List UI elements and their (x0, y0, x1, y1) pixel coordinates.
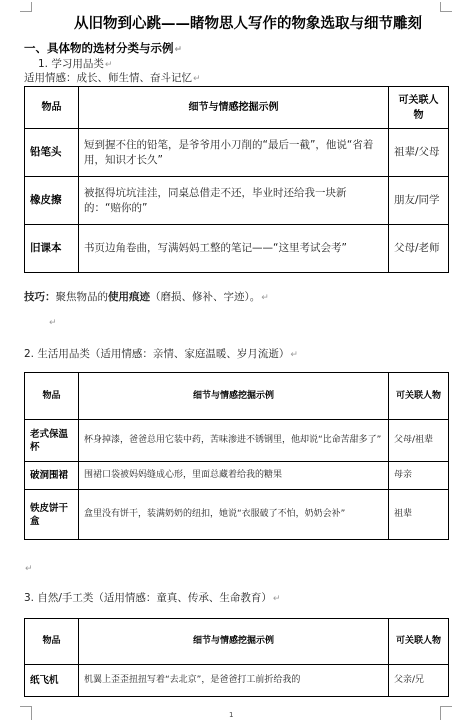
tip-line (24, 289, 269, 304)
table-row (25, 665, 449, 697)
table-row (25, 490, 449, 540)
empty-paragraph (48, 316, 57, 328)
detail-cell: 被抠得坑坑洼洼，同桌总借走不还，毕业时还给我一块新的：“赔你的” (79, 177, 389, 225)
crop-mark-bottom-left (20, 706, 32, 720)
subsection-heading-3: 3. 自然/手工类（适用情感：童真、传承、生命教育）↵ (24, 592, 281, 604)
item-cell: 铁皮饼干盒 (25, 490, 79, 540)
table-header-row (25, 619, 449, 665)
crop-mark-top-right (440, 2, 452, 12)
table-header-row (25, 373, 449, 420)
header-cell: 细节与情感挖掘示例 (79, 87, 389, 129)
subsection-heading-2: 2. 生活用品类（适用情感：亲情、家庭温暖、岁月流逝）↵ (24, 348, 298, 360)
table-row (25, 177, 449, 225)
header-cell: 细节与情感挖掘示例 (79, 373, 389, 420)
crop-mark-bottom-right (440, 706, 452, 720)
detail-cell: 短到握不住的铅笔，是爷爷用小刀削的“最后一截”，他说“省着用，知识才长久” (79, 129, 389, 177)
header-cell: 可关联人物 (389, 619, 449, 665)
table-row (25, 225, 449, 273)
relation-cell: 祖辈/父母 (389, 129, 449, 177)
paragraph-mark: ↵ (290, 350, 298, 360)
header-cell: 物品 (25, 373, 79, 420)
paragraph-mark: ↵ (49, 318, 57, 328)
relation-cell: 祖辈 (389, 490, 449, 540)
detail-cell: 盒里没有饼干，装满奶奶的纽扣，她说“衣服破了不怕，奶奶会补” (79, 490, 389, 540)
detail-cell: 围裙口袋被妈妈缝成心形，里面总藏着给我的糖果 (79, 462, 389, 490)
paragraph-mark: ↵ (272, 594, 281, 604)
detail-cell: 书页边角卷曲，写满妈妈工整的笔记——“这里考试会考” (79, 225, 389, 273)
relation-cell: 朋友/同学 (389, 177, 449, 225)
relation-cell: 父亲/兄 (389, 665, 449, 697)
detail-cell: 杯身掉漆，爸爸总用它装中药，苦味渗进不锈钢里，他却说“比命苦甜多了” (79, 420, 389, 462)
table-header-row (25, 87, 449, 129)
paragraph-mark: ↵ (104, 60, 113, 70)
item-cell: 纸飞机 (25, 665, 79, 697)
header-cell: 物品 (25, 619, 79, 665)
section-heading: 一、具体物的选材分类与示例↵ (24, 41, 183, 55)
header-cell: 细节与情感挖掘示例 (79, 619, 389, 665)
paragraph-mark: ↵ (261, 293, 269, 303)
paragraph-mark: ↵ (193, 74, 201, 84)
header-cell: 可关联人物 (389, 373, 449, 420)
subsection-heading-1: 1. 学习用品类↵ (38, 58, 113, 70)
tip-rest: （磨损、修补、字迹）。 (150, 291, 261, 303)
item-cell: 旧课本 (25, 225, 79, 273)
item-cell: 铅笔头 (25, 129, 79, 177)
emotion-line-1: 适用情感：成长、师生情、奋斗记忆↵ (24, 72, 201, 84)
tip-emphasis: 使用痕迹 (108, 291, 150, 303)
item-cell: 橡皮擦 (25, 177, 79, 225)
item-cell: 老式保温杯 (25, 420, 79, 462)
header-cell: 可关联人物 (389, 87, 449, 129)
empty-paragraph (24, 562, 33, 574)
table-row (25, 129, 449, 177)
tip-text: 聚焦物品的 (55, 291, 108, 303)
daily-items-table (24, 372, 449, 540)
item-cell: 破洞围裙 (25, 462, 79, 490)
detail-cell: 机翼上歪歪扭扭写着“去北京”，是爸爸打工前折给我的 (79, 665, 389, 697)
document-title: 从旧物到心跳——睹物思人写作的物象选取与细节雕刻 (74, 15, 422, 32)
relation-cell: 父母/祖辈 (389, 420, 449, 462)
table-row (25, 420, 449, 462)
nature-craft-table (24, 618, 449, 697)
header-cell: 物品 (25, 87, 79, 129)
relation-cell: 母亲 (389, 462, 449, 490)
relation-cell: 父母/老师 (389, 225, 449, 273)
paragraph-mark: ↵ (174, 45, 183, 55)
table-row (25, 462, 449, 490)
tip-label: 技巧： (24, 291, 56, 303)
crop-mark-top-left (20, 2, 32, 12)
study-items-table (24, 86, 449, 273)
page-number: 1 (229, 711, 234, 719)
paragraph-mark: ↵ (25, 564, 33, 574)
